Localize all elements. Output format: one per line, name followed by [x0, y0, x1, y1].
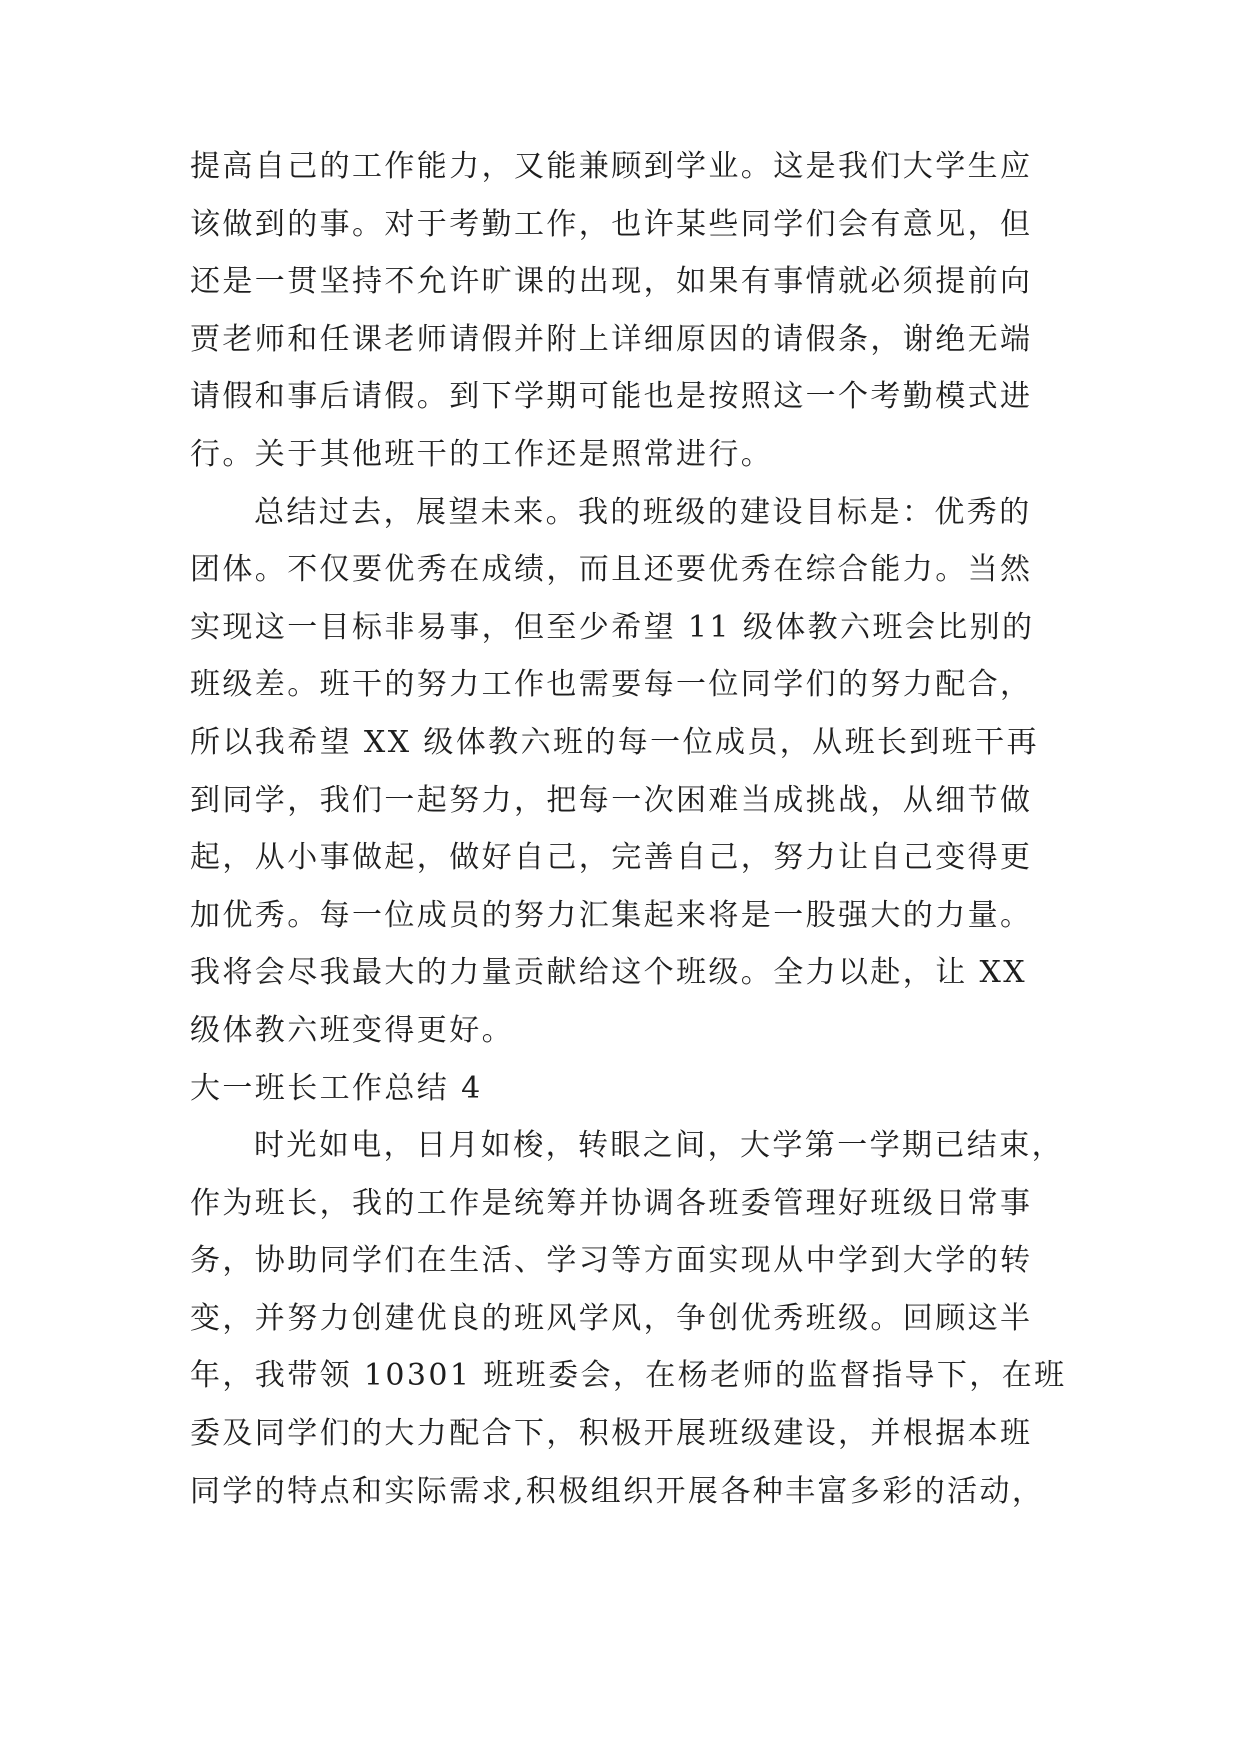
text-line: 务，协助同学们在生活、学习等方面实现从中学到大学的转 [190, 1243, 1033, 1279]
text-line: 还是一贯坚持不允许旷课的出现，如果有事情就必须提前向 [190, 264, 1033, 300]
text-line: 该做到的事。对于考勤工作，也许某些同学们会有意见，但 [190, 206, 1033, 242]
text-line: 级体教六班变得更好。 [190, 1012, 514, 1048]
text-line: 团体。不仅要优秀在成绩，而且还要优秀在综合能力。当然 [190, 552, 1033, 588]
text-line: 贾老师和任课老师请假并附上详细原因的请假条，谢绝无端 [190, 321, 1033, 357]
text-line: 提高自己的工作能力，又能兼顾到学业。这是我们大学生应 [190, 149, 1033, 184]
text-line: 作为班长，我的工作是统筹并协调各班委管理好班级日常事 [190, 1185, 1033, 1221]
text-line: 起，从小事做起，做好自己，完善自己，努力让自己变得更 [190, 840, 1033, 876]
text-line: 变，并努力创建优良的班风学风，争创优秀班级。回顾这半 [190, 1300, 1033, 1336]
text-line: 行。关于其他班干的工作还是照常进行。 [190, 436, 774, 472]
section-heading: 大一班长工作总结 4 [190, 1070, 483, 1106]
text-line: 年，我带领 10301 班班委会，在杨老师的监督指导下，在班 [190, 1358, 1067, 1394]
text-line: 到同学，我们一起努力，把每一次困难当成挑战，从细节做 [190, 782, 1033, 818]
text-line: 实现这一目标非易事，但至少希望 11 级体教六班会比别的 [190, 609, 1035, 645]
text-line: 所以我希望 XX 级体教六班的每一位成员，从班长到班干再 [190, 724, 1039, 760]
text-line: 委及同学们的大力配合下，积极开展班级建设，并根据本班 [190, 1416, 1033, 1452]
paragraph-first-line: 时光如电，日月如梭，转眼之间，大学第一学期已结束， [254, 1128, 1064, 1164]
text-line: 请假和事后请假。到下学期可能也是按照这一个考勤模式进 [190, 379, 1033, 415]
paragraph-first-line: 总结过去，展望未来。我的班级的建设目标是：优秀的 [254, 494, 1032, 530]
document-body [190, 138, 1067, 1520]
text-line: 班级差。班干的努力工作也需要每一位同学们的努力配合， [190, 667, 1033, 703]
text-line: 同学的特点和实际需求,积极组织开展各种丰富多彩的活动， [190, 1473, 1045, 1509]
text-line: 我将会尽我最大的力量贡献给这个班级。全力以赴，让 XX [190, 955, 1028, 991]
text-line: 加优秀。每一位成员的努力汇集起来将是一股强大的力量。 [190, 897, 1033, 933]
